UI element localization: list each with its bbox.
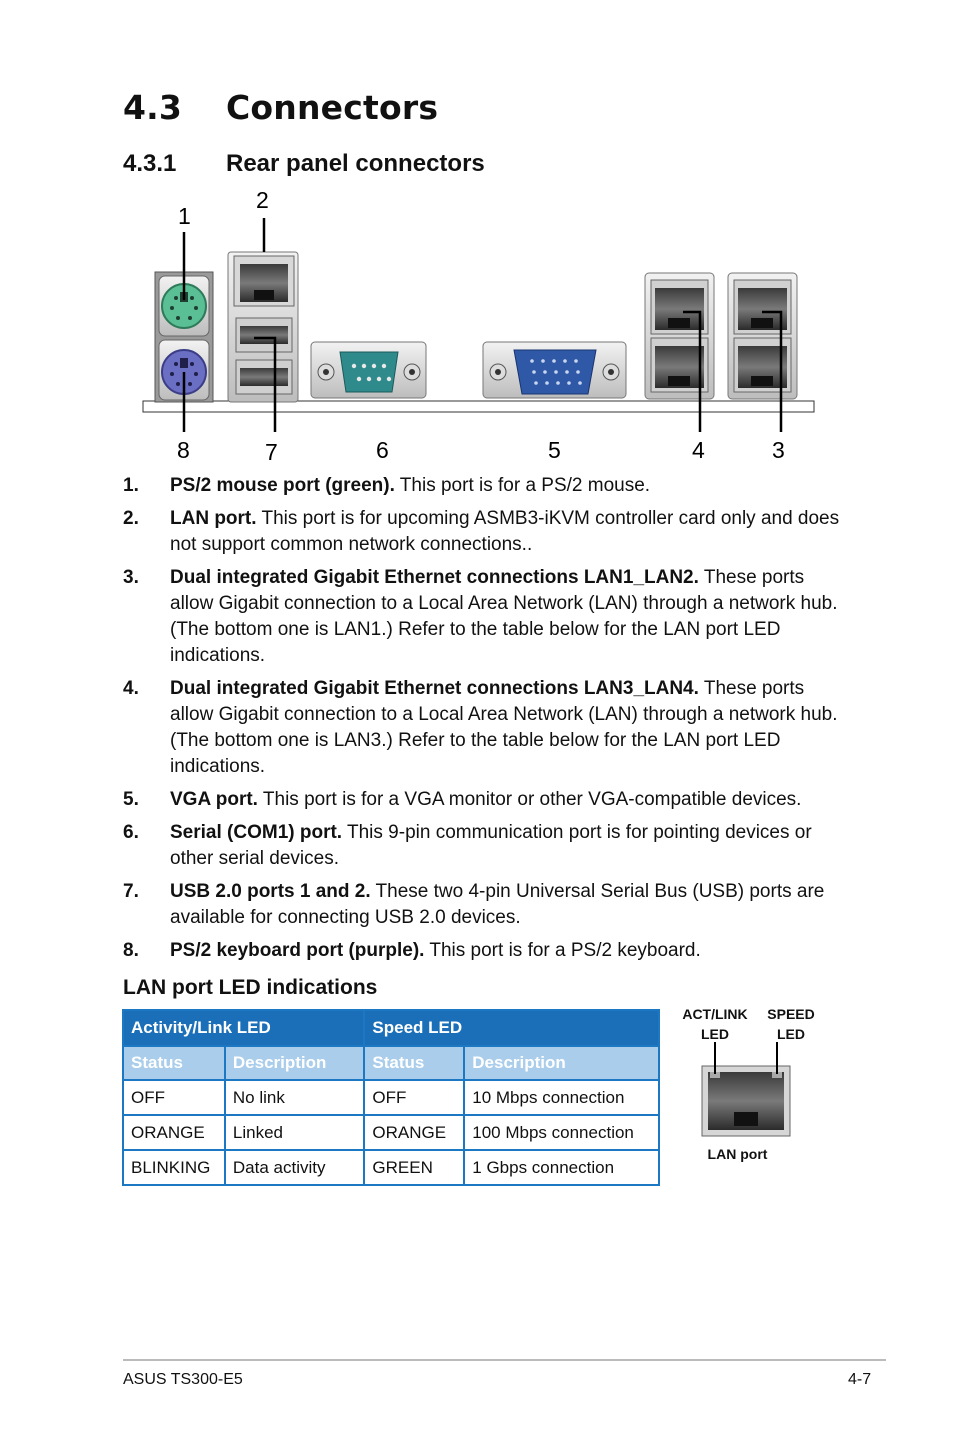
footer-product: ASUS TS300-E5 — [123, 1371, 243, 1388]
cell: Linked — [225, 1115, 365, 1150]
callout-2: 2 — [256, 187, 269, 213]
list-item: 5. VGA port. This port is for a VGA monitor or other VGA-compatible devices. — [123, 789, 802, 810]
list-item: 7. USB 2.0 ports 1 and 2. These two 4-pin Universal Serial Bus (USB) ports are available for connecting USB 2.0 devices. — [123, 881, 825, 928]
section-number: 4.3 — [123, 88, 183, 127]
col-header: Description — [464, 1046, 659, 1080]
lan3-lan4-ports — [645, 273, 714, 399]
footer-divider — [123, 1359, 886, 1361]
serial-port — [311, 342, 426, 398]
group-header-speed: Speed LED — [364, 1010, 659, 1046]
lan-port-label: LAN port — [707, 1146, 768, 1162]
list-item: 4. Dual integrated Gigabit Ethernet connections LAN3_LAN4. These ports allow Gigabit connection to a Local Area Network (LAN) through a network hub. (The bottom one is LAN3.) Refer to the table below for the LAN port LED indications. — [123, 678, 838, 777]
table-row — [123, 1080, 659, 1115]
cell: ORANGE — [123, 1115, 225, 1150]
cell: 10 Mbps connection — [464, 1080, 659, 1115]
callout-4: 4 — [692, 437, 705, 463]
speed-led-label: SPEED LED — [767, 1006, 815, 1042]
list-item: 8. PS/2 keyboard port (purple). This port is for a PS/2 keyboard. — [123, 940, 701, 961]
rear-panel-diagram — [0, 0, 954, 470]
callout-7: 7 — [265, 439, 278, 465]
callout-6: 6 — [376, 437, 389, 463]
cell: BLINKING — [123, 1150, 225, 1185]
cell: 1 Gbps connection — [464, 1150, 659, 1185]
lan-port-figure — [700, 1040, 795, 1140]
cell: ORANGE — [364, 1115, 464, 1150]
cell: 100 Mbps connection — [464, 1115, 659, 1150]
list-item: 6. Serial (COM1) port. This 9-pin communication port is for pointing devices or other serial devices. — [123, 822, 812, 869]
cell: OFF — [123, 1080, 225, 1115]
callout-5: 5 — [548, 437, 561, 463]
col-header: Status — [123, 1046, 225, 1080]
cell: No link — [225, 1080, 365, 1115]
subsection-title: Rear panel connectors — [226, 150, 485, 177]
lan-usb-stack — [228, 252, 298, 402]
lan1-lan2-ports — [728, 273, 797, 399]
callout-1: 1 — [178, 203, 191, 229]
list-item: 1. PS/2 mouse port (green). This port is for a PS/2 mouse. — [123, 475, 651, 496]
page-number: 4-7 — [848, 1371, 872, 1388]
connector-list — [123, 473, 843, 971]
callout-8: 8 — [177, 437, 190, 463]
vga-port — [483, 342, 626, 398]
lan-led-table — [122, 1009, 660, 1186]
callout-3: 3 — [772, 437, 785, 463]
subsection-number: 4.3.1 — [123, 150, 177, 177]
cell: Data activity — [225, 1150, 365, 1185]
table-row — [123, 1150, 659, 1185]
panel-baseline — [143, 401, 814, 412]
list-item: 3. Dual integrated Gigabit Ethernet connections LAN1_LAN2. These ports allow Gigabit connection to a Local Area Network (LAN) through a network hub. (The bottom one is LAN1.) Refer to the table below for the LAN port LED indications. — [123, 567, 838, 666]
col-header: Description — [225, 1046, 365, 1080]
col-header: Status — [364, 1046, 464, 1080]
group-header-activity: Activity/Link LED — [123, 1010, 364, 1046]
cell: OFF — [364, 1080, 464, 1115]
list-item: 2. LAN port. This port is for upcoming ASMB3-iKVM controller card only and does not support common network connections.. — [123, 508, 840, 555]
cell: GREEN — [364, 1150, 464, 1185]
act-link-led-label: ACT/LINK LED — [682, 1006, 748, 1042]
section-title: Connectors — [226, 88, 439, 127]
led-section-title: LAN port LED indications — [123, 976, 378, 999]
table-row — [123, 1115, 659, 1150]
